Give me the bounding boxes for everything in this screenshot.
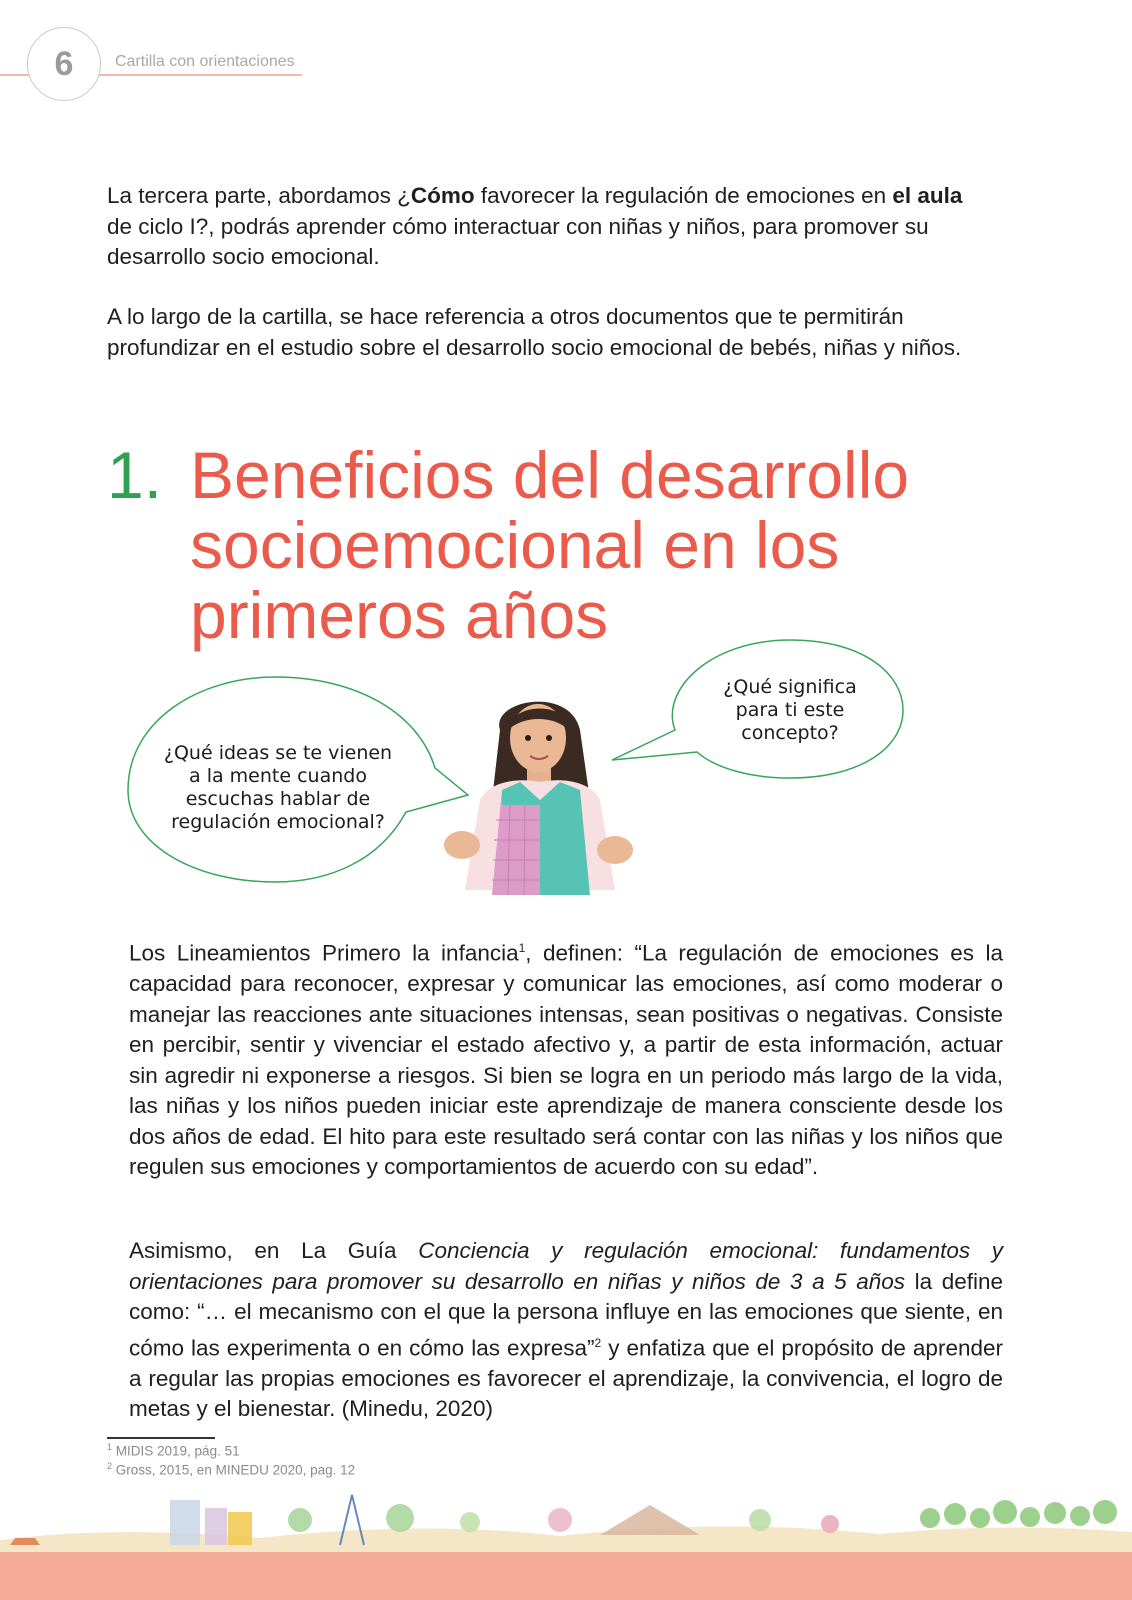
footnote-ref: 1	[518, 941, 526, 955]
body-paragraph-2	[129, 1236, 1003, 1425]
text-run: , definen: “La regulación de emociones es la capacidad para reconocer, expresar y comunicar las emociones, así como moderar o manejar las reacciones ante situaciones intensas, sean positivas o negativas. Consiste en percibir, sentir y vivenciar el estado afectivo y, a partir de esta información, actuar sin agredir ni exponerse a riesgos. Si bien se logra en un periodo más largo de la vida, las niñas y los niños pueden iniciar este aprendizaje de manera consciente desde los dos años de edad. El hito para este resultado será contar con las niñas y los niños que regulen sus emociones y comportamientos de acuerdo con su edad”.	[129, 940, 1003, 1179]
text-run: y enfatiza que el propósito de aprender a regular las propias emociones es favorecer el aprendizaje, la convivencia, el logro de metas y el bienestar. (Minedu, 2020)	[129, 1335, 1003, 1421]
running-title: Cartilla con orientaciones	[115, 53, 295, 70]
bubble-line: ¿Qué ideas se te vienen	[163, 742, 393, 764]
text-run: la define como: “… el mecanismo con el que la persona influye en las emociones que siente, en cómo las experimenta o en cómo las expresa”	[129, 1268, 1003, 1360]
footnote-1	[107, 1442, 240, 1459]
footer-band	[0, 1552, 1132, 1600]
intro-paragraph-2: A lo largo de la cartilla, se hace referencia a otros documentos que te permitirán profundizar en el estudio sobre el desarrollo socio emocional de bebés, niñas y niños.	[107, 304, 962, 360]
bubble-line: ¿Qué significa	[723, 676, 857, 698]
text-run: de ciclo I?, podrás aprender cómo interactuar con niñas y niños, para promover su desarrollo socio emocional.	[107, 213, 929, 269]
footnote-ref: 2	[594, 1335, 602, 1350]
section-number: 1.	[107, 438, 163, 512]
footnote-text: MIDIS 2019, pág. 51	[112, 1443, 240, 1459]
bubble-line: escuchas hablar de	[185, 788, 371, 810]
bold-run: el aula	[892, 183, 963, 208]
footnote-rule	[107, 1437, 215, 1439]
footnote-text: Gross, 2015, en MINEDU 2020, pag. 12	[112, 1462, 356, 1478]
italic-title: Conciencia y regulación emocional: fundamentos y orientaciones para promover su desarrollo en niñas y niños de 3 a 5 años	[129, 1238, 1003, 1294]
footnote-2	[107, 1461, 355, 1478]
section-title: Beneficios del desarrollo socioemocional en los primeros años	[190, 438, 910, 652]
text-run: Asimismo, en La Guía	[129, 1238, 419, 1263]
page-number: 6	[54, 44, 74, 83]
bubble-line: concepto?	[741, 722, 839, 744]
bubble-line: a la mente cuando	[189, 765, 367, 787]
footnote-number: 1	[107, 1442, 113, 1452]
text-run: Los Lineamientos Primero la infancia	[129, 940, 519, 966]
footnote-number: 2	[107, 1461, 113, 1471]
page-number-badge	[27, 27, 101, 101]
bold-run: Cómo	[410, 183, 475, 208]
teacher-illustration	[430, 690, 650, 905]
bubble-line: para ti este	[735, 699, 845, 721]
left-bubble-text	[148, 742, 408, 834]
bubble-line: regulación emocional?	[171, 811, 385, 833]
right-bubble-text	[700, 676, 880, 745]
text-run: favorecer la regulación de emociones en	[474, 183, 893, 208]
intro-paragraph-1	[107, 181, 969, 273]
text-run: La tercera parte, abordamos ¿	[107, 183, 411, 208]
footer-landscape-illustration	[0, 1490, 1132, 1554]
body-paragraph-1	[129, 933, 1003, 1183]
